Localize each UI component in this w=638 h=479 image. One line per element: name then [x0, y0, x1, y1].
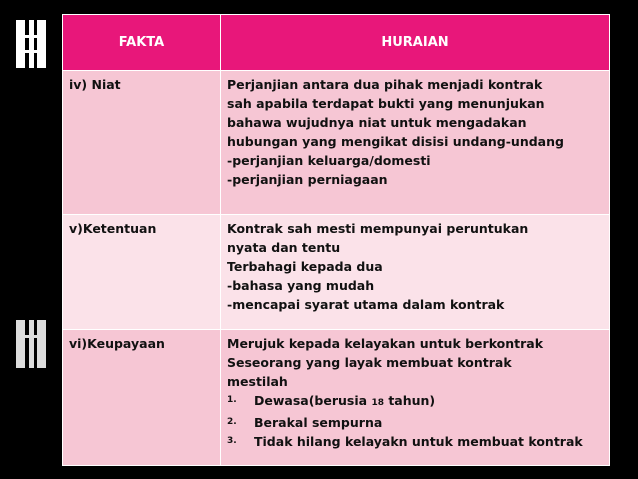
header-fakta: FAKTA	[63, 15, 221, 71]
list-text: Berakal sempurna	[254, 415, 383, 430]
decor-bar-bottom-c	[37, 320, 46, 368]
list-number: 3.	[227, 436, 237, 446]
list-text: tahun)	[383, 393, 436, 408]
huraian-line: nyata dan tentu	[227, 240, 341, 255]
decor-bar-top-e	[16, 50, 46, 53]
decor-bar-top-d	[16, 35, 46, 38]
huraian-cell	[221, 215, 610, 330]
fakta-huraian-table	[62, 14, 610, 466]
decor-bar-bottom-d	[16, 335, 46, 338]
table-row	[63, 71, 610, 215]
header-huraian: HURAIAN	[221, 15, 610, 71]
decor-bar-top-b	[29, 20, 34, 68]
huraian-line: -mencapai syarat utama dalam kontrak	[227, 297, 505, 312]
huraian-line: Terbahagi kepada dua	[227, 259, 383, 274]
huraian-line: -perjanjian keluarga/domesti	[227, 153, 431, 168]
huraian-line: bahawa wujudnya niat untuk mengadakan	[227, 115, 527, 130]
huraian-line: hubungan yang mengikat disisi undang-undang	[227, 134, 564, 149]
huraian-line: Merujuk kepada kelayakan untuk berkontrak	[227, 336, 544, 351]
table-row	[63, 330, 610, 466]
fakta-cell: v)Ketentuan	[63, 215, 221, 330]
huraian-line: sah apabila terdapat bukti yang menunjukan	[227, 96, 545, 111]
list-text: Dewasa(berusia	[254, 393, 372, 408]
decor-bar-top-c	[37, 20, 46, 68]
header-row	[63, 15, 610, 71]
huraian-line: -perjanjian perniagaan	[227, 172, 388, 187]
huraian-line: Seseorang yang layak membuat kontrak	[227, 355, 512, 370]
numbered-list	[227, 391, 603, 451]
huraian-line: -bahasa yang mudah	[227, 278, 375, 293]
list-text: Tidak hilang kelayakn untuk membuat kontrak	[254, 434, 583, 449]
table-row	[63, 215, 610, 330]
decor-bar-bottom	[16, 320, 25, 368]
decor-bar-top	[16, 20, 25, 68]
huraian-cell	[221, 71, 610, 215]
decor-bar-bottom-b	[29, 320, 34, 368]
list-number: 1.	[227, 395, 237, 405]
huraian-cell	[221, 330, 610, 466]
fakta-cell: iv) Niat	[63, 71, 221, 215]
list-item	[227, 432, 603, 451]
list-item	[227, 413, 603, 432]
huraian-line: mestilah	[227, 374, 288, 389]
fakta-cell: vi)Keupayaan	[63, 330, 221, 466]
huraian-line: Perjanjian antara dua pihak menjadi kontrak	[227, 77, 543, 92]
huraian-line: Kontrak sah mesti mempunyai peruntukan	[227, 221, 529, 236]
list-number: 2.	[227, 417, 237, 427]
list-age: 18	[371, 398, 384, 408]
list-item	[227, 391, 603, 413]
